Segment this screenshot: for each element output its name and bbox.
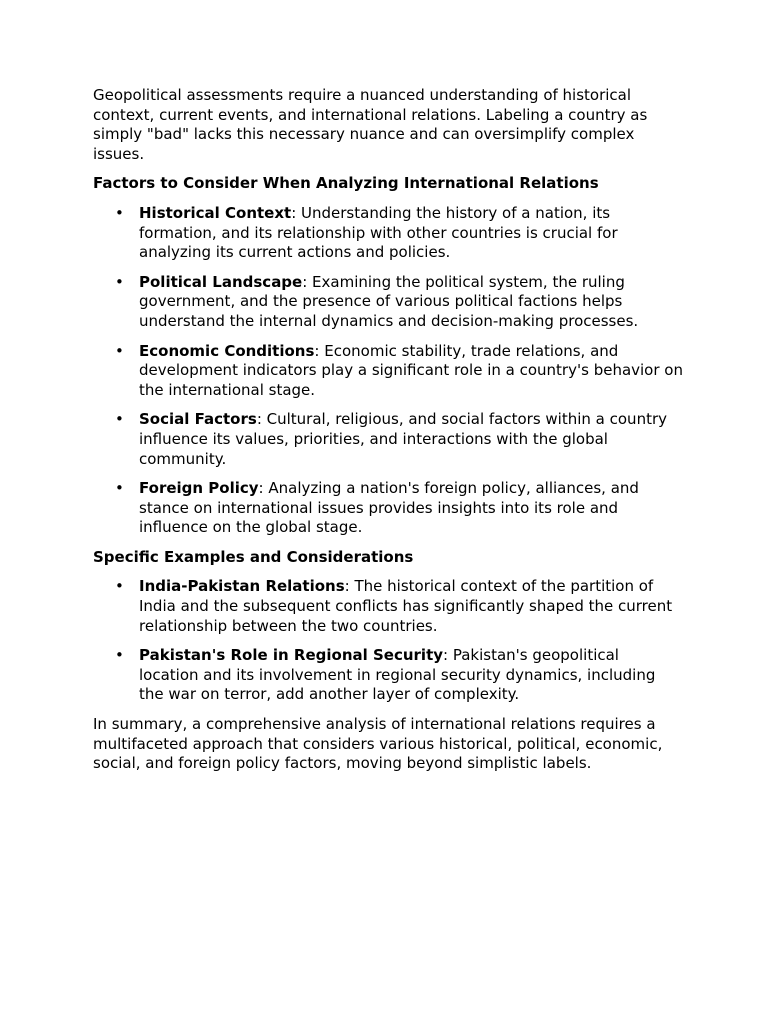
list-item-text: : Analyzing a nation's foreign policy, alliances, and stance on international issues provides insights into its role and influence on the global stage. [139, 479, 639, 537]
list-item-term: Social Factors [139, 410, 257, 429]
list-item [115, 203, 683, 263]
list-item-term: India-Pakistan Relations [139, 577, 345, 596]
list-item-term: Pakistan's Role in Regional Security [139, 646, 444, 665]
examples-list [93, 577, 683, 705]
list-item [115, 646, 683, 705]
bullet-icon: • [115, 646, 124, 665]
section-heading-factors: Factors to Consider When Analyzing International Relations [93, 174, 599, 193]
bullet-icon: • [115, 479, 124, 498]
list-item-term: Foreign Policy [139, 479, 259, 498]
list-item-text: : Cultural, religious, and social factors within a country influence its values, priorities, and interactions with the global community. [139, 410, 667, 468]
summary-paragraph: In summary, a comprehensive analysis of international relations requires a multifaceted approach that considers various historical, political, economic, social, and foreign policy factors, moving beyond simplistic labels. [93, 715, 663, 773]
bullet-icon: • [115, 341, 124, 360]
list-item-term: Political Landscape [139, 272, 303, 291]
list-item [115, 410, 683, 469]
list-item-text: : Examining the political system, the ruling government, and the presence of various political factions helps understand the internal dynamics and decision-making processes. [139, 272, 639, 330]
list-item-text: : Pakistan's geopolitical location and its involvement in regional security dynamics, including the war on terror, add another layer of complexity. [139, 646, 656, 704]
list-item-text: : Economic stability, trade relations, and development indicators play a significant role in a country's behavior on the international stage. [139, 341, 683, 399]
list-item-term: Historical Context [139, 203, 292, 222]
section-heading-examples: Specific Examples and Considerations [93, 547, 414, 566]
list-item [115, 479, 683, 538]
bullet-icon: • [115, 203, 124, 222]
bullet-icon: • [115, 410, 124, 429]
list-item-text: : The historical context of the partition of India and the subsequent conflicts has significantly shaped the current relationship between the two countries. [139, 577, 673, 635]
list-item [115, 341, 683, 401]
list-item-text: : Understanding the history of a nation, its formation, and its relationship with other countries is crucial for analyzing its current actions and policies. [139, 203, 618, 262]
list-item [115, 272, 683, 332]
bullet-icon: • [115, 577, 124, 596]
bullet-icon: • [115, 272, 124, 291]
factors-list [93, 204, 683, 538]
intro-paragraph: Geopolitical assessments require a nuanced understanding of historical context, current events, and international relations. Labeling a country as simply "bad" lacks this necessary nuance and can oversimplify complex issues. [93, 86, 648, 163]
document-page [93, 86, 683, 784]
list-item-term: Economic Conditions [139, 341, 315, 360]
list-item [115, 577, 683, 636]
